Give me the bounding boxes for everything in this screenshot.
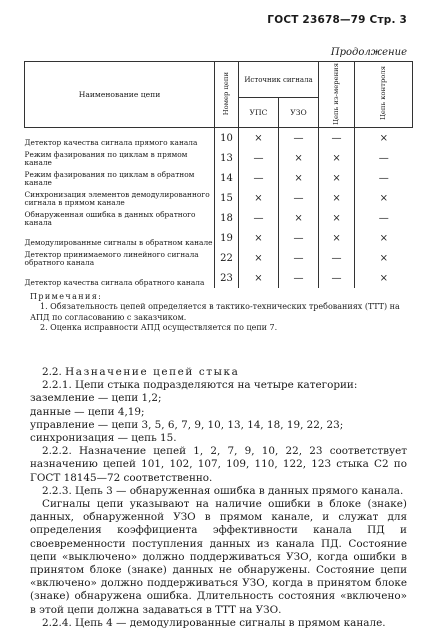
note-2: 2. Оценка исправности АПД осуществляется по цепи 7. xyxy=(40,323,278,333)
row-number: 15 xyxy=(215,188,239,208)
section-title: Назначение цепей стыка xyxy=(65,366,240,378)
row-ups: × xyxy=(239,188,279,208)
row-ups: — xyxy=(239,148,279,168)
header-measure: Цепь из-мерения xyxy=(319,62,355,128)
table-row xyxy=(25,248,413,268)
header-name: Наименование цепи xyxy=(25,62,215,128)
row-control: — xyxy=(378,212,389,224)
row-measure: × xyxy=(319,188,355,208)
section-heading xyxy=(30,366,407,379)
row-uzo: × xyxy=(279,208,319,228)
row-name: Синхронизация элементов демодулированного сигнала в прямом канале xyxy=(24,189,210,207)
row-number: 10 xyxy=(215,128,239,149)
row-number: 14 xyxy=(215,168,239,188)
row-name: Детектор принимаемого линейного сигнала обратного канала xyxy=(24,249,199,267)
row-uzo: — xyxy=(279,228,319,248)
row-name: Обнаруженная ошибка в данных обратного канала xyxy=(24,209,196,227)
row-control: × xyxy=(379,252,388,264)
row-control: × xyxy=(379,132,388,144)
circuits-table xyxy=(24,61,413,288)
header-ups: УПС xyxy=(239,98,279,128)
row-number: 23 xyxy=(215,268,239,288)
row-uzo: — xyxy=(279,128,319,149)
row-control: — xyxy=(378,152,389,164)
row-measure: × xyxy=(319,228,355,248)
row-name: Режим фазирования по циклам в прямом канале xyxy=(24,149,188,167)
row-control: × xyxy=(379,192,388,204)
row-control: — xyxy=(378,172,389,184)
paragraph-signals: Сигналы цепи указывают на наличие ошибки в блоке (знаке) данных, обнаруженной УЗО в прямом канале, и служат для определения коэффициента эффективности канала ПД и своевременности поступления данных из канала ПД. Состояние цепи «выключено» должно поддерживаться УЗО, когда ошибки в принятом блоке (знаке) данных не обнаружены. Состояние цепи «включено» должно поддерживаться УЗО, когда в принятом блоке (знаке) обнаружена ошибка. Длительность состояния «включено» в этой цепи должна задаваться в ТТТ на УЗО. xyxy=(30,498,407,616)
notes-block xyxy=(30,292,407,334)
paragraph-2-2-4: 2.2.4. Цепь 4 — демодулированные сигналы в прямом канале. xyxy=(42,616,386,629)
continuation-label: Продолжение xyxy=(330,47,407,58)
section-number: 2.2. xyxy=(42,366,62,378)
header-control: Цепь контроля xyxy=(355,62,413,128)
row-ups: — xyxy=(239,208,279,228)
note-1: 1. Обязательность цепей определяется в тактико-технических требованиях (ТТТ) на АПД по согласованию с заказчиком. xyxy=(30,302,400,322)
row-uzo: × xyxy=(279,168,319,188)
table-row xyxy=(25,188,413,208)
row-ups: × xyxy=(239,268,279,288)
page-header: ГОСТ 23678—79 Стр. 3 xyxy=(267,14,407,26)
paragraph-2-2-1: 2.2.1. Цепи стыка подразделяются на четыре категории: xyxy=(42,379,358,392)
paragraph-2-2-3: 2.2.3. Цепь 3 — обнаруженная ошибка в данных прямого канала. xyxy=(42,484,404,497)
row-uzo: — xyxy=(279,248,319,268)
list-ground: заземление — цепи 1,2; xyxy=(30,392,162,405)
table-row xyxy=(25,268,413,288)
table-row xyxy=(25,148,413,168)
row-uzo: — xyxy=(279,188,319,208)
row-number: 19 xyxy=(215,228,239,248)
header-number: Номер цепи xyxy=(215,62,239,128)
row-uzo: × xyxy=(279,148,319,168)
table-row xyxy=(25,208,413,228)
list-control: управление — цепи 3, 5, 6, 7, 9, 10, 13, 14, 18, 19, 22, 23; xyxy=(30,418,344,431)
row-ups: — xyxy=(239,168,279,188)
row-control: × xyxy=(379,272,388,284)
row-name: Детектор качества сигнала прямого канала xyxy=(24,137,198,147)
row-number: 18 xyxy=(215,208,239,228)
row-number: 22 xyxy=(215,248,239,268)
row-name: Демодулированные сигналы в обратном канале xyxy=(24,237,213,247)
notes-title: Примечания: xyxy=(30,292,103,301)
row-measure: × xyxy=(319,208,355,228)
row-measure: — xyxy=(319,248,355,268)
row-ups: × xyxy=(239,128,279,149)
body-text xyxy=(30,366,407,630)
row-measure: × xyxy=(319,148,355,168)
table-row xyxy=(25,228,413,248)
row-ups: × xyxy=(239,228,279,248)
row-uzo: — xyxy=(279,268,319,288)
header-source: Источник сигнала xyxy=(239,62,319,98)
paragraph-2-2-2: 2.2.2. Назначение цепей 1, 2, 7, 9, 10, 22, 23 соответствует назначению цепей 101, 102, 107, 109, 110, 122, 123 стыка С2 по ГОСТ 18145—72 соответственно. xyxy=(30,445,407,484)
row-name: Режим фазирования по циклам в обратном канале xyxy=(24,169,195,187)
row-control: × xyxy=(379,232,388,244)
row-number: 13 xyxy=(215,148,239,168)
row-measure: — xyxy=(319,268,355,288)
list-data: данные — цепи 4,19; xyxy=(30,405,145,418)
row-measure: — xyxy=(319,128,355,149)
row-measure: × xyxy=(319,168,355,188)
row-ups: × xyxy=(239,248,279,268)
list-sync: синхронизация — цепь 15. xyxy=(30,432,177,445)
row-name: Детектор качества сигнала обратного канала xyxy=(24,277,205,287)
table-row xyxy=(25,128,413,149)
table-row xyxy=(25,168,413,188)
header-uzo: УЗО xyxy=(279,98,319,128)
